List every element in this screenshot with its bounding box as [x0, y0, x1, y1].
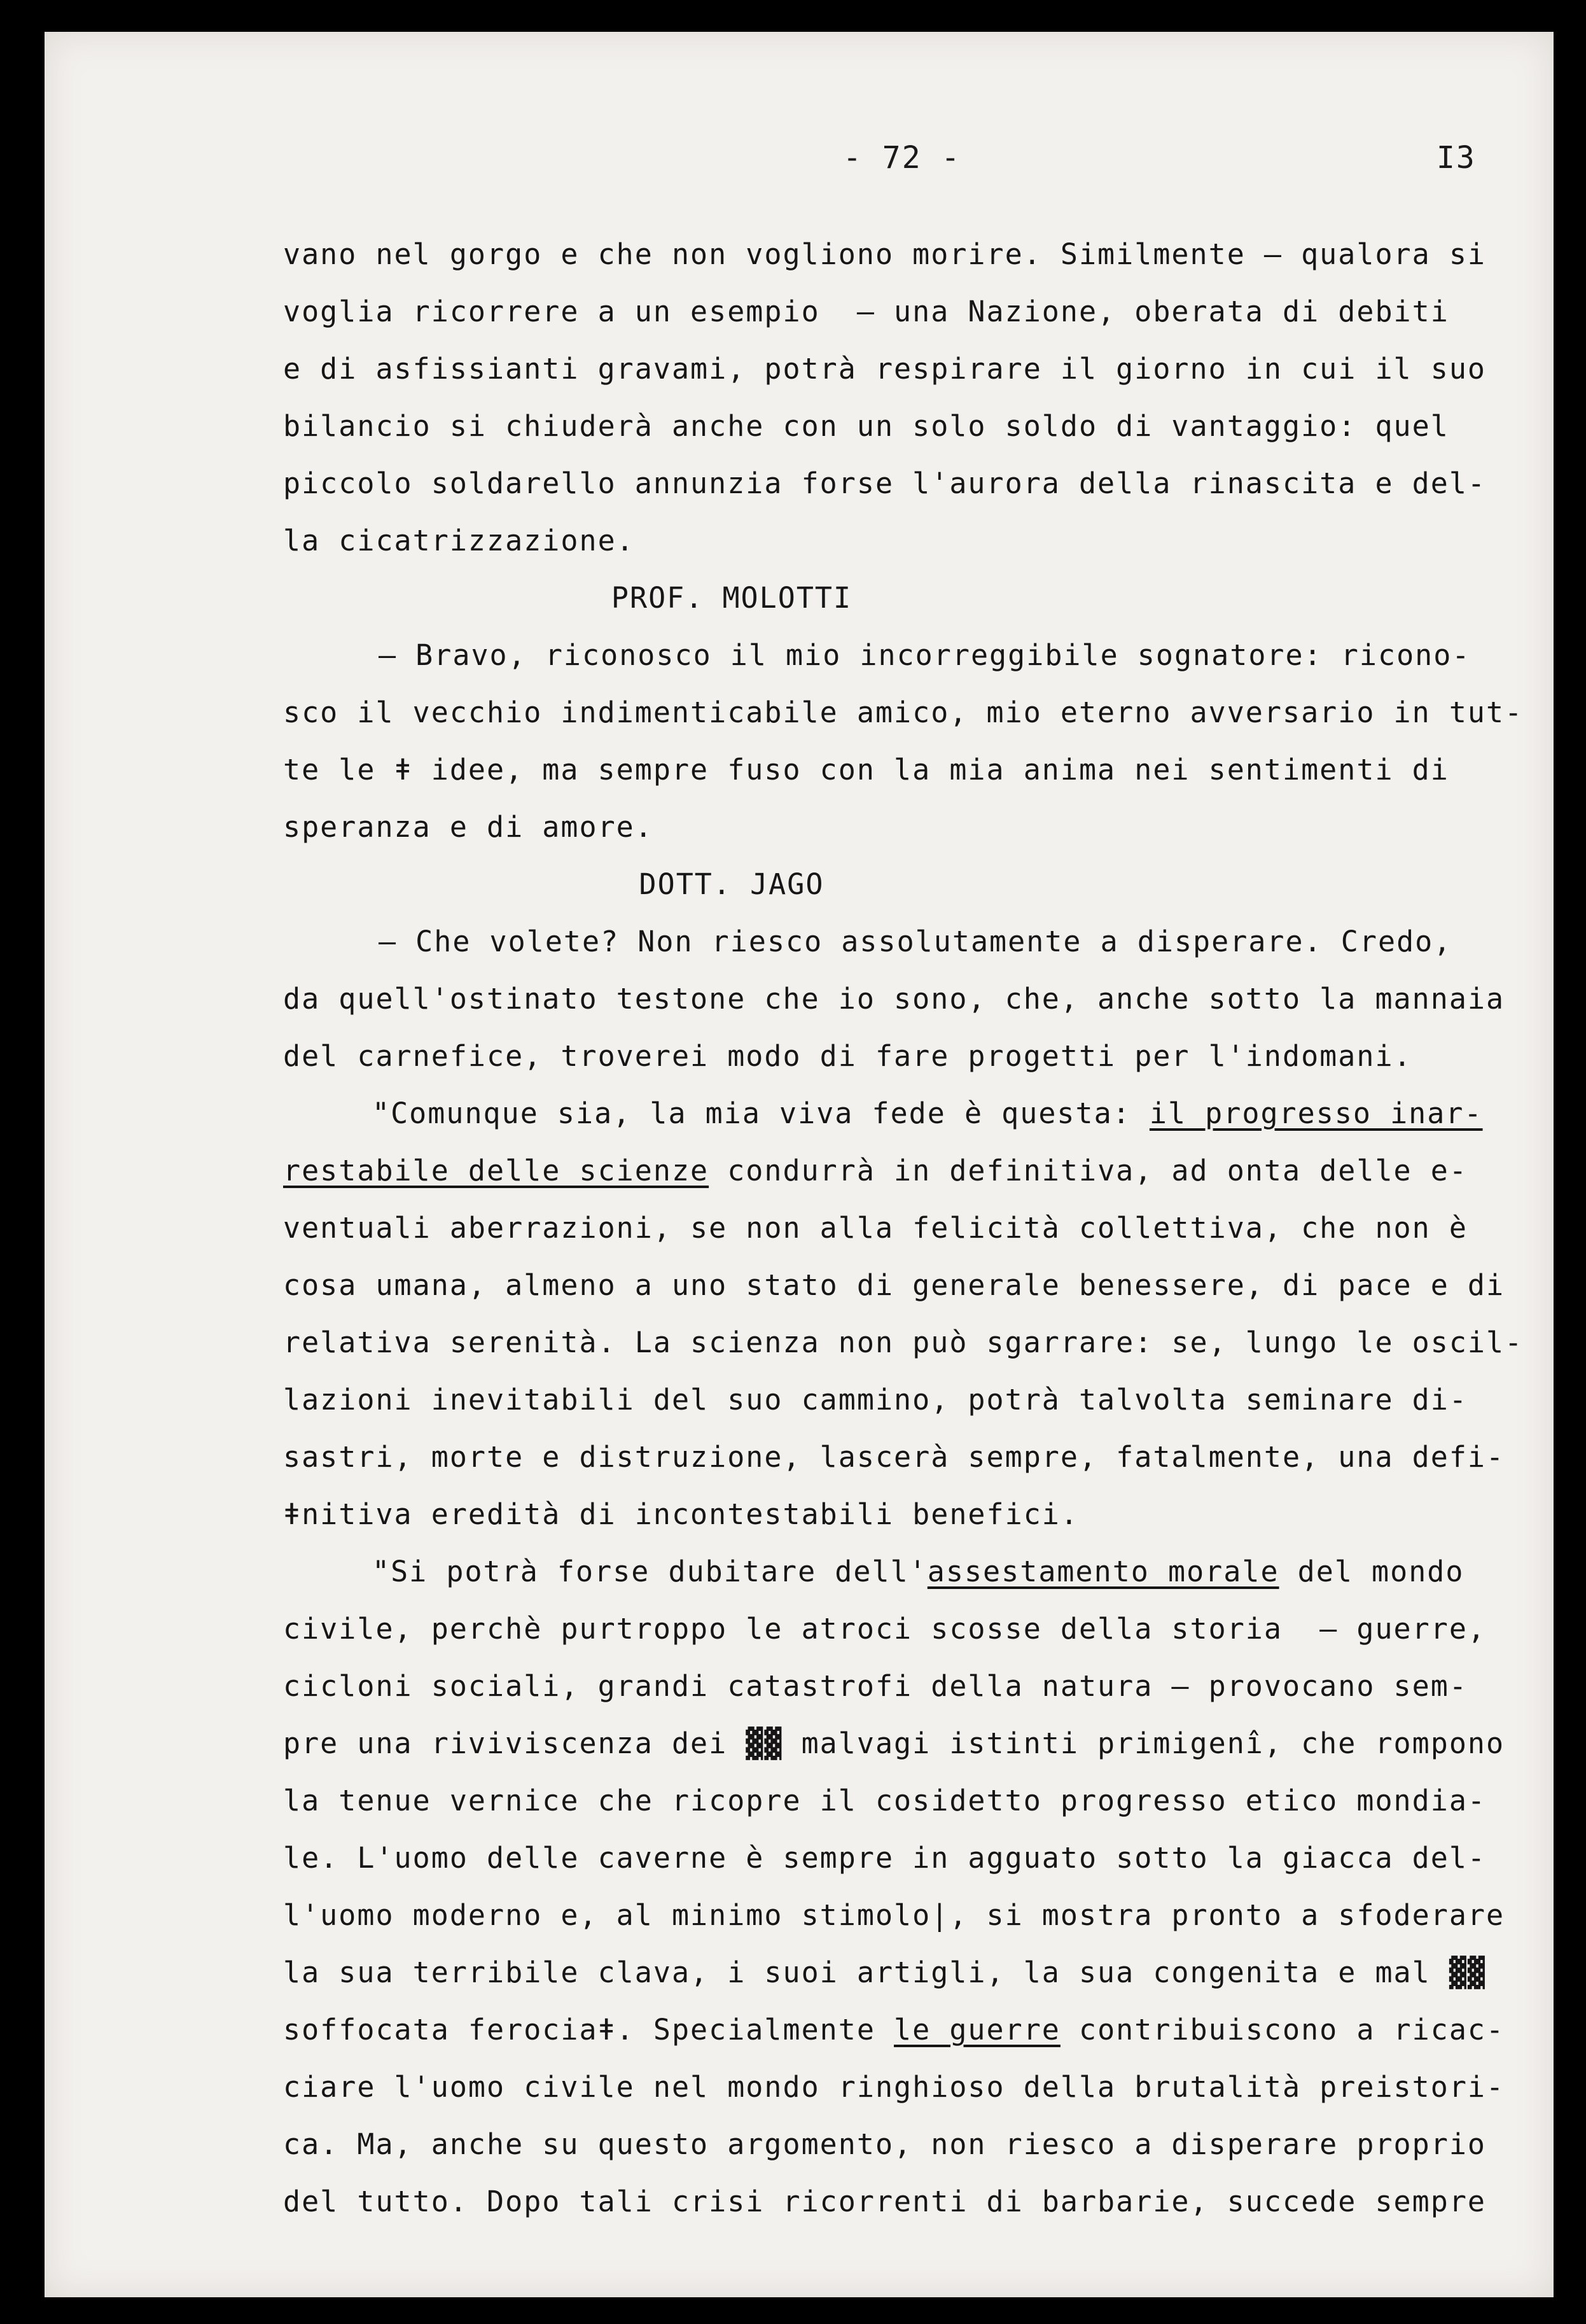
- text-fragment: del mondo: [1279, 1555, 1464, 1588]
- text-line: la cicatrizzazione.: [283, 524, 635, 557]
- text-line: voglia ricorrere a un esempio — una Nazione, oberata di debiti: [283, 295, 1449, 328]
- page-number: - 72 -: [843, 140, 961, 176]
- text-line: sco il vecchio indimenticabile amico, mio eterno avversario in tut-: [283, 696, 1524, 729]
- text-fragment: "Comunque sia, la mia viva fede è questa:: [372, 1096, 1150, 1130]
- text-line: cosa umana, almeno a uno stato di generale benessere, di pace e di: [283, 1268, 1505, 1302]
- underlined-phrase: assestamento morale: [927, 1555, 1279, 1588]
- text-line: te le ǂ idee, ma sempre fuso con la mia anima nei sentimenti di: [283, 753, 1449, 787]
- text-line: del tutto. Dopo tali crisi ricorrenti di barbarie, succede sempre: [283, 2185, 1486, 2218]
- text-line: cicloni sociali, grandi catastrofi della natura — provocano sem-: [283, 1669, 1468, 1703]
- text-line: ventuali aberrazioni, se non alla felicità collettiva, che non è: [283, 1211, 1468, 1245]
- text-line: del carnefice, troverei modo di fare progetti per l'indomani.: [283, 1039, 1412, 1073]
- text-line: relativa serenità. La scienza non può sgarrare: se, lungo le oscil-: [283, 1326, 1524, 1359]
- text-line: la sua terribile clava, i suoi artigli, la sua congenita e mal ▓▓: [283, 1956, 1486, 1989]
- text-line: bilancio si chiuderà anche con un solo soldo di vantaggio: quel: [283, 409, 1449, 443]
- text-line: le. L'uomo delle caverne è sempre in agguato sotto la giacca del-: [283, 1841, 1486, 1875]
- text-line: speranza e di amore.: [283, 810, 653, 844]
- text-line: [283, 2001, 1586, 2059]
- text-line: [283, 1543, 1586, 1600]
- underlined-phrase: restabile delle scienze: [283, 1154, 709, 1187]
- text-fragment: soffocata ferociaǂ. Specialmente: [283, 2013, 894, 2047]
- text-line: ǂnitiva eredità di incontestabili benefici.: [283, 1497, 1079, 1531]
- text-line: da quell'ostinato testone che io sono, che, anche sotto la mannaia: [283, 982, 1505, 1016]
- underlined-phrase: il progresso inar-: [1149, 1096, 1483, 1130]
- text-line: ca. Ma, anche su questo argomento, non riesco a disperare proprio: [283, 2127, 1486, 2161]
- text-line: vano nel gorgo e che non vogliono morire. Similmente — qualora si: [283, 237, 1486, 271]
- sheet-number: I3: [1436, 140, 1476, 176]
- typewritten-page: [45, 32, 1554, 2297]
- text-fragment: condurrà in definitiva, ad onta delle e-: [709, 1154, 1468, 1187]
- text-line: e di asfissianti gravami, potrà respirare il giorno in cui il suo: [283, 352, 1486, 386]
- body-text: [283, 226, 1586, 2230]
- text-line: l'uomo moderno e, al minimo stimolo|, si mostra pronto a sfoderare: [283, 1898, 1505, 1932]
- text-line: la tenue vernice che ricopre il cosidetto progresso etico mondia-: [283, 1784, 1486, 1817]
- text-line: [283, 1142, 1586, 1200]
- text-line: piccolo soldarello annunzia forse l'aurora della rinascita e del-: [283, 466, 1486, 500]
- speaker-heading-jago: DOTT. JAGO: [639, 867, 824, 901]
- text-line: sastri, morte e distruzione, lascerà sempre, fatalmente, una defi-: [283, 1440, 1505, 1474]
- text-line: lazioni inevitabili del suo cammino, potrà talvolta seminare di-: [283, 1383, 1468, 1417]
- text-line: ciare l'uomo civile nel mondo ringhioso della brutalità preistori-: [283, 2070, 1505, 2104]
- text-line: — Bravo, riconosco il mio incorreggibile sognatore: ricono-: [379, 638, 1471, 672]
- text-line: — Che volete? Non riesco assolutamente a disperare. Credo,: [379, 925, 1452, 958]
- text-fragment: contribuiscono a ricac-: [1060, 2013, 1505, 2047]
- text-line: civile, perchè purtroppo le atroci scosse della storia — guerre,: [283, 1612, 1486, 1646]
- text-fragment: "Si potrà forse dubitare dell': [372, 1555, 928, 1588]
- underlined-phrase: le guerre: [894, 2013, 1061, 2047]
- speaker-heading-molotti: PROF. MOLOTTI: [611, 581, 852, 615]
- text-line: [283, 1085, 1586, 1142]
- text-line: pre una riviviscenza dei ▓▓ malvagi istinti primigenî, che rompono: [283, 1726, 1505, 1760]
